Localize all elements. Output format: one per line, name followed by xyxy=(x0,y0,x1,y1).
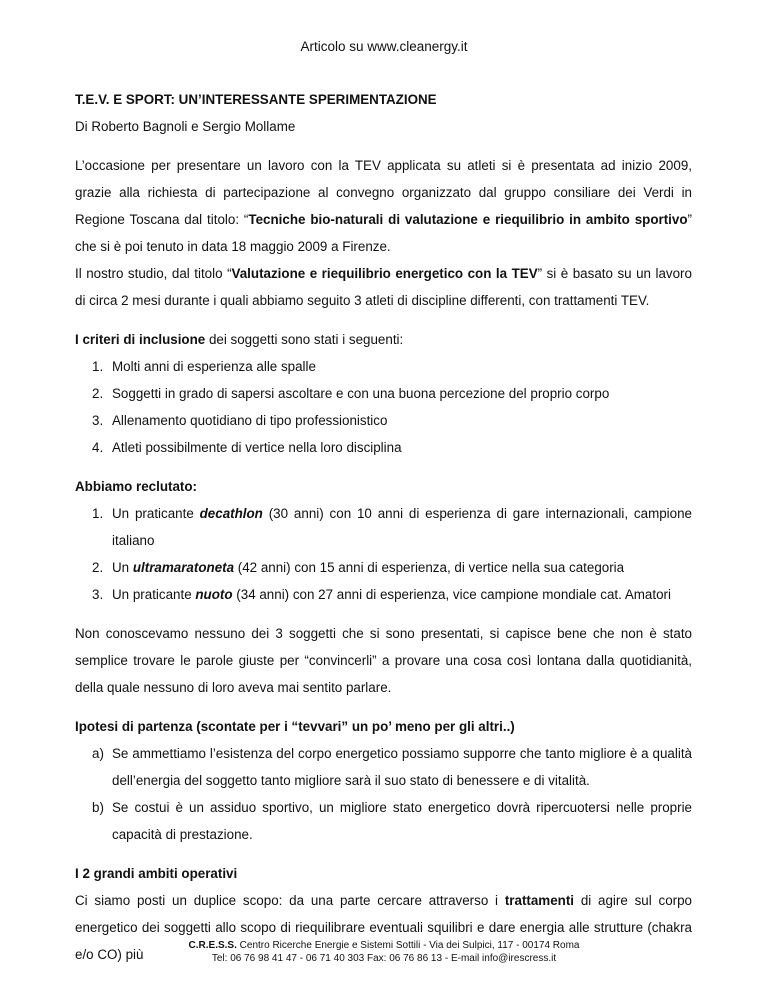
recruited-list xyxy=(75,500,692,608)
hypothesis-title: Ipotesi di partenza (scontate per i “tevvari” un po’ meno per gli altri..) xyxy=(75,719,515,734)
operative-title: I 2 grandi ambiti operativi xyxy=(75,866,238,881)
intro-paragraph-2: Il nostro studio, dal titolo “Valutazione e riequilibrio energetico con la TEV” si è basato su un lavoro di circa 2 mesi durante i quali abbiamo seguito 3 atleti di discipline differenti, con trattamenti TEV. xyxy=(75,266,692,308)
list-item: b) Se costui è un assiduo sportivo, un migliore stato energetico dovrà ripercuotersi nelle proprie capacità di prestazione. xyxy=(92,800,692,842)
hypothesis-list xyxy=(75,740,692,848)
footer-contacts: Tel: 06 76 98 41 47 - 06 71 40 303 Fax: 06 76 86 13 - E-mail info@irescress.it xyxy=(211,953,557,964)
operative-paragraph: Ci siamo posti un duplice scopo: da una parte cercare attraverso i trattamenti di agire sul corpo energetico dei soggetti allo scopo di riequilibrare eventuali squilibri e dare energia alle strutture (chakra e/o CO) più xyxy=(75,893,692,962)
list-item: 1. Molti anni di esperienza alle spalle xyxy=(92,359,316,374)
criteria-lead: I criteri di inclusione dei soggetti sono stati i seguenti: xyxy=(75,332,404,347)
list-item: 4. Atleti possibilmente di vertice nella loro disciplina xyxy=(92,440,402,455)
article-title: T.E.V. E SPORT: UN’INTERESSANTE SPERIMENTAZIONE xyxy=(75,92,437,107)
list-item: 2. Soggetti in grado di sapersi ascoltare e con una buona percezione del proprio corpo xyxy=(92,386,610,401)
list-item: 1. Un praticante decathlon (30 anni) con 10 anni di esperienza di gare internazionali, campione italiano xyxy=(92,506,692,548)
article-authors: Di Roberto Bagnoli e Sergio Mollame xyxy=(75,119,296,134)
recruited-title: Abbiamo reclutato: xyxy=(75,479,198,494)
subjects-paragraph: Non conoscevamo nessuno dei 3 soggetti che si sono presentati, si capisce bene che non è stato semplice trovare le parole giuste per “convincerli” a provare una cosa così lontana dalla quotidianità, della quale nessuno di loro aveva mai sentito parlare. xyxy=(75,626,692,695)
footer-address: C.R.E.S.S. Centro Ricerche Energie e Sistemi Sottili - Via dei Sulpici, 117 - 00174 Roma xyxy=(188,940,580,951)
list-item: 3. Allenamento quotidiano di tipo professionistico xyxy=(92,413,388,428)
criteria-list xyxy=(75,353,692,461)
list-item: 2. Un ultramaratoneta (42 anni) con 15 anni di esperienza, di vertice nella sua categoria xyxy=(92,560,625,575)
page-footer xyxy=(0,939,768,965)
list-item: 3. Un praticante nuoto (34 anni) con 27 anni di esperienza, vice campione mondiale cat. Amatori xyxy=(92,587,671,602)
intro-paragraph-1: L’occasione per presentare un lavoro con la TEV applicata su atleti si è presentata ad inizio 2009, grazie alla richiesta di partecipazione al convegno organizzato dal gruppo consiliare dei Verdi in Regione Toscana dal titolo: “Tecniche bio-naturali di valutazione e riequilibrio in ambito sportivo” che si è poi tenuto in data 18 maggio 2009 a Firenze. xyxy=(75,158,693,254)
list-item: a) Se ammettiamo l’esistenza del corpo energetico possiamo supporre che tanto migliore è a qualità dell’energia del soggetto tanto migliore sarà il suo stato di benessere e di vitalità. xyxy=(92,746,692,788)
page-header: Articolo su www.cleanergy.it xyxy=(300,39,468,54)
article-body xyxy=(75,86,692,968)
